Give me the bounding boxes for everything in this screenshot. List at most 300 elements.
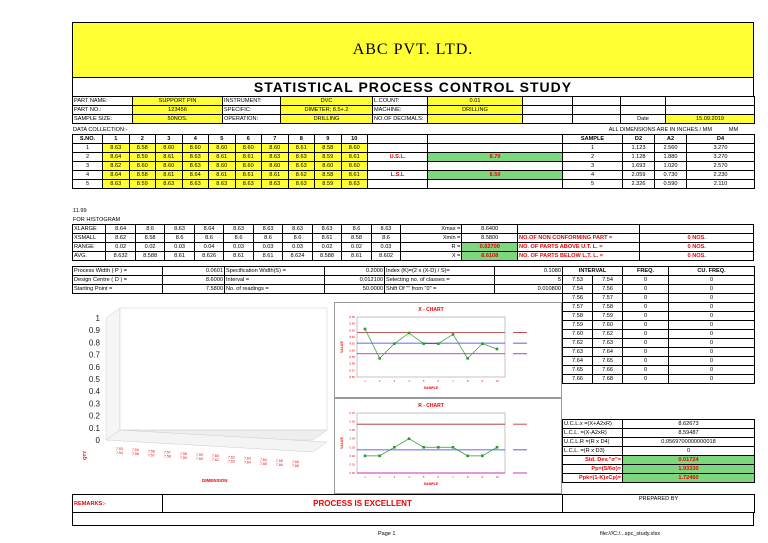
summary-label: RANGE: [73, 243, 106, 252]
sample-size[interactable]: 50NOS.: [133, 115, 223, 124]
y-tick-label: 0.04: [349, 436, 355, 441]
reading-cell[interactable]: 8.61: [209, 171, 236, 180]
stat-value: 8.6108: [462, 252, 518, 261]
table-row: [563, 474, 755, 483]
footer-file: file:///C:/...spc_study.xlsx: [600, 531, 661, 537]
table-row: [563, 438, 755, 447]
summary-cell: 8.6: [224, 234, 253, 243]
data-point: [452, 446, 455, 449]
freq-cell: 0: [669, 330, 755, 339]
data-point: [364, 328, 367, 331]
label: PART NO.:: [73, 106, 133, 115]
spacer: [368, 162, 428, 171]
remarks-text[interactable]: PROCESS IS EXCELLENT: [163, 495, 563, 513]
summary-cell: 0.03: [253, 243, 282, 252]
limit-label: U.C.L.R =(R x D4): [563, 438, 623, 447]
summary-cell: 8.6: [371, 234, 400, 243]
summary-cell: 0.03: [283, 243, 312, 252]
reading-cell[interactable]: 8.60: [209, 144, 236, 153]
param-label: No. of readings =: [225, 285, 325, 294]
summary-cell: 8.6: [283, 234, 312, 243]
summary-label: XSMALL: [73, 234, 106, 243]
reading-cell[interactable]: 8.63: [262, 180, 289, 189]
freq-cell: 7.66: [593, 366, 623, 375]
data-point: [408, 332, 411, 335]
summary-cell: 8.61: [224, 252, 253, 261]
reading-cell[interactable]: 8.61: [288, 144, 315, 153]
company-name: [72, 22, 754, 78]
lcount[interactable]: 0.01: [428, 97, 523, 106]
summary-cell: 0.02: [106, 243, 135, 252]
instrument[interactable]: DVC: [281, 97, 373, 106]
data-point: [481, 455, 484, 458]
histogram-back-wall: [120, 308, 327, 430]
table-row: [73, 153, 563, 162]
constant-cell: 2.110: [687, 180, 755, 189]
reading-cell[interactable]: 8.59: [315, 153, 342, 162]
reading-cell[interactable]: 8.61: [235, 153, 262, 162]
spacer: [428, 135, 563, 144]
constant-cell: 1.693: [623, 162, 655, 171]
x-axis-label: SAMPLE: [423, 386, 439, 390]
x-tick-label: 3: [393, 475, 396, 479]
freq-cell: 7.62: [593, 330, 623, 339]
reading-cell[interactable]: 8.60: [341, 144, 368, 153]
x-tick-label: 1: [364, 475, 366, 479]
summary-cell: 8.58: [342, 234, 371, 243]
y-axis-label: VALUE: [340, 437, 344, 449]
summary-cell: 8.626: [194, 252, 223, 261]
x-tick-label: 7: [452, 379, 454, 383]
param-label: Shift Of "" from "0" =: [385, 285, 495, 294]
reading-cell[interactable]: 8.61: [235, 171, 262, 180]
summary-cell: 8.62: [106, 234, 135, 243]
reading-cell[interactable]: 8.63: [288, 162, 315, 171]
column-header: 9: [315, 135, 342, 144]
summary-label: XLARGE: [73, 225, 106, 234]
summary-cell: 8.61: [312, 234, 341, 243]
constant-cell: 1.020: [655, 162, 687, 171]
reading-cell[interactable]: 8.60: [235, 162, 262, 171]
plot-area: [357, 413, 505, 473]
spacer: [368, 144, 428, 153]
stat-value: 8.5800: [462, 234, 518, 243]
param-label: Design Centre ( D ) =: [73, 276, 163, 285]
freq-cell: 0: [623, 348, 669, 357]
constant-cell: 2.059: [623, 171, 655, 180]
x-tick-label: 7.58: [180, 451, 187, 456]
table-row: [563, 153, 755, 162]
index-value: 1.72460: [623, 474, 755, 483]
freq-cell: 7.59: [593, 312, 623, 321]
y-tick-label: 0.03: [349, 445, 355, 450]
table-row: [563, 294, 755, 303]
table-row: [563, 429, 755, 438]
frequency-table: [562, 266, 755, 384]
reading-cell[interactable]: 8.63: [288, 180, 315, 189]
data-point: [364, 455, 367, 458]
reading-cell[interactable]: 8.60: [341, 162, 368, 171]
column-header: 5: [209, 135, 236, 144]
table-row: [563, 321, 755, 330]
reading-cell[interactable]: 8.63: [209, 180, 236, 189]
reading-cell[interactable]: 8.60: [235, 144, 262, 153]
misc-rows: [72, 206, 754, 224]
table-row: [73, 180, 563, 189]
table-row: [563, 456, 755, 465]
param-value: 50.0000: [325, 285, 385, 294]
operation[interactable]: DRILLING: [281, 115, 373, 124]
freq-cell: 0: [669, 321, 755, 330]
constant-cell: 1: [563, 144, 623, 153]
series-line: [365, 439, 497, 456]
summary-cell: 8.6: [253, 234, 282, 243]
table-row: [563, 348, 755, 357]
reading-cell[interactable]: 8.61: [341, 171, 368, 180]
column-header: CU. FREQ.: [669, 267, 755, 276]
table-row: [73, 252, 754, 261]
reading-cell[interactable]: 8.63: [288, 153, 315, 162]
constant-cell: 1.128: [623, 153, 655, 162]
stat-label: X =: [401, 252, 462, 261]
data-point: [378, 455, 381, 458]
reading-cell[interactable]: 8.63: [262, 153, 289, 162]
table-row: [563, 171, 755, 180]
x-tick-label: 8: [466, 379, 469, 383]
part-no[interactable]: 123456: [133, 106, 223, 115]
footer-page: Page 1: [378, 531, 396, 537]
freq-cell: 0: [623, 294, 669, 303]
reading-cell[interactable]: 8.60: [209, 162, 236, 171]
column-header: A2: [655, 135, 687, 144]
reading-cell[interactable]: 8.59: [129, 180, 156, 189]
x-tick-label: 9: [481, 475, 484, 479]
freq-cell: 7.53: [563, 276, 593, 285]
column-header: 7: [262, 135, 289, 144]
label: INSTRUMENT:: [223, 97, 281, 106]
freq-cell: 0: [669, 294, 755, 303]
constant-cell: 2.326: [623, 180, 655, 189]
constant-cell: 3: [563, 162, 623, 171]
x-chart: [334, 302, 562, 398]
freq-cell: 0: [669, 312, 755, 321]
date[interactable]: 15.09.2019: [666, 115, 755, 124]
summary-cell: 8.6: [342, 225, 371, 234]
constant-cell: 5: [563, 180, 623, 189]
column-header: SAMPLE: [563, 135, 623, 144]
summary-cell: 8.63: [165, 225, 194, 234]
summary-cell: 8.6: [194, 234, 223, 243]
table-row: [563, 303, 755, 312]
stat-value: 0.02700: [462, 243, 518, 252]
label: SPECIFIC:: [223, 106, 281, 115]
x-tick-label: 7: [452, 475, 454, 479]
chart-title: X - CHART: [418, 307, 444, 313]
x-tick-label: 9: [481, 379, 484, 383]
freq-cell: 7.56: [593, 285, 623, 294]
row-number: 3: [73, 162, 103, 171]
reading-cell[interactable]: 8.61: [156, 153, 183, 162]
freq-cell: 7.64: [563, 357, 593, 366]
table-row: [563, 375, 755, 384]
x-tick-label: 5: [422, 379, 425, 383]
decimals[interactable]: [428, 115, 523, 124]
constant-cell: 2: [563, 153, 623, 162]
x-axis-label: DIMENSION: [202, 478, 228, 483]
y-tick-label: 8.62: [349, 335, 355, 339]
limit-value: 0.0569700000000018: [623, 438, 755, 447]
reading-cell[interactable]: 8.60: [129, 162, 156, 171]
reading-cell[interactable]: 8.58: [315, 144, 342, 153]
x-tick-label: 1: [364, 379, 366, 383]
y-tick-label: 0.1: [88, 423, 100, 433]
reading-cell[interactable]: 8.63: [235, 180, 262, 189]
table-row: [563, 330, 755, 339]
freq-cell: 0: [623, 312, 669, 321]
x-tick-label: 7.66: [292, 460, 299, 465]
reading-cell[interactable]: 8.61: [262, 171, 289, 180]
table-row: [563, 162, 755, 171]
reading-cell[interactable]: 8.63: [156, 180, 183, 189]
table-row: [563, 465, 755, 474]
machine[interactable]: DRILLING: [428, 106, 523, 115]
constant-cell: 3.270: [687, 153, 755, 162]
table-row: [73, 276, 563, 285]
x-tick-label: 7.59: [196, 453, 203, 457]
label: L.COUNT:: [373, 97, 428, 106]
reading-cell[interactable]: 8.63: [182, 153, 209, 162]
data-point: [452, 333, 455, 336]
reading-cell[interactable]: 8.59: [315, 180, 342, 189]
param-value: 0.012100: [325, 276, 385, 285]
summary-cell: 0.02: [312, 243, 341, 252]
table-row: [73, 243, 754, 252]
column-header: 3: [156, 135, 183, 144]
reading-cell[interactable]: 8.63: [103, 180, 130, 189]
signature-area: [72, 512, 754, 526]
histogram-chart: [72, 302, 334, 494]
freq-cell: 7.68: [593, 375, 623, 384]
count-label: NO. OF PARTS ABOVE U.T. L. =: [518, 243, 640, 252]
reading-cell[interactable]: 8.61: [341, 153, 368, 162]
summary-cell: 8.63: [283, 225, 312, 234]
reading-cell[interactable]: 8.63: [182, 162, 209, 171]
param-value: 0.010800: [495, 285, 563, 294]
summary-cell: 8.63: [224, 225, 253, 234]
label: Date: [621, 115, 666, 124]
summary-label: AVG.: [73, 252, 106, 261]
data-collection-row: [72, 125, 754, 134]
param-label: Specification Width(S) =: [225, 267, 325, 276]
reading-cell[interactable]: 8.63: [103, 144, 130, 153]
reading-cell[interactable]: 8.64: [103, 153, 130, 162]
freq-cell: 7.60: [593, 321, 623, 330]
param-value: 8.6000: [163, 276, 225, 285]
remarks-label: REMARKS:-: [73, 495, 163, 513]
table-row: [563, 420, 755, 429]
freq-cell: 0: [669, 375, 755, 384]
index-label: Ppk=(1-K)xCp)=: [563, 474, 623, 483]
x-tick-label: 8: [466, 475, 469, 479]
column-header: D2: [623, 135, 655, 144]
x-tick-label: 6: [437, 379, 440, 383]
summary-cell: 8.61: [342, 252, 371, 261]
param-label: Index (K)=(2 x (X-D) / S)=: [385, 267, 495, 276]
param-value: 5: [495, 276, 563, 285]
reading-cell[interactable]: 8.61: [156, 171, 183, 180]
y-tick-label: 8.58: [349, 361, 355, 366]
y-tick-label: 8.64: [349, 321, 355, 326]
x-tick-label: 4: [408, 379, 410, 383]
reading-cell[interactable]: 8.64: [103, 171, 130, 180]
x-tick-label: 5: [422, 475, 425, 479]
reading-cell[interactable]: 8.59: [129, 153, 156, 162]
x-tick-label: 7.65: [276, 459, 283, 463]
constant-cell: 1.123: [623, 144, 655, 153]
summary-cell: 8.624: [283, 252, 312, 261]
lsl-value[interactable]: 8.50: [428, 171, 563, 180]
freq-cell: 0: [623, 366, 669, 375]
constant-cell: 2.560: [655, 144, 687, 153]
summary-table: [72, 224, 754, 261]
spacer: [428, 144, 563, 153]
misc-value: 11.99: [73, 207, 87, 214]
reading-cell[interactable]: 8.58: [129, 144, 156, 153]
reading-cell[interactable]: 8.58: [315, 171, 342, 180]
table-row: [73, 171, 563, 180]
row-number: 2: [73, 153, 103, 162]
reading-cell[interactable]: 8.60: [262, 162, 289, 171]
summary-cell: 8.63: [371, 225, 400, 234]
summary-cell: 0.02: [135, 243, 164, 252]
y-tick-label: 0.5: [88, 375, 100, 384]
freq-cell: 7.54: [593, 276, 623, 285]
y-tick-label: 1: [95, 314, 100, 323]
data-point: [496, 348, 499, 351]
freq-cell: 7.57: [593, 294, 623, 303]
reading-cell[interactable]: 8.60: [156, 144, 183, 153]
count-value: 0 NOS.: [640, 234, 754, 243]
y-tick-label: 0.8: [88, 338, 100, 348]
y-tick-label: 0.07: [349, 411, 355, 415]
y-tick-label: 0.06: [349, 419, 355, 424]
freq-cell: 0: [669, 339, 755, 348]
reading-cell[interactable]: 8.62: [103, 162, 130, 171]
page-title: STATISTICAL PROCESS CONTROL STUDY: [72, 78, 754, 96]
x-tick-label: 4: [408, 475, 410, 479]
freq-cell: 7.57: [563, 303, 593, 312]
spacer: [368, 135, 428, 144]
usl-value[interactable]: 8.70: [428, 153, 563, 162]
index-value: 1.93330: [623, 465, 755, 474]
column-header: D4: [687, 135, 755, 144]
table-row: [73, 285, 563, 294]
y-tick-label: 0.05: [349, 428, 355, 433]
y-axis-label: VALUE: [340, 341, 344, 353]
summary-cell: 8.61: [165, 252, 194, 261]
summary-cell: 8.58: [135, 234, 164, 243]
y-tick-label: 8.57: [349, 368, 355, 373]
reading-cell[interactable]: 8.60: [315, 162, 342, 171]
x-tick-label: 7.58: [164, 454, 171, 459]
param-label: Interval =: [225, 276, 325, 285]
label: DATA COLLECTION:-: [73, 126, 128, 133]
x-tick-label: 7.57: [164, 450, 171, 455]
reading-cell[interactable]: 8.61: [209, 153, 236, 162]
summary-cell: 0.03: [165, 243, 194, 252]
x-axis-label: SAMPLE: [423, 482, 439, 486]
stat-label: R =: [401, 243, 462, 252]
y-tick-label: 0.2: [88, 411, 100, 421]
specific[interactable]: DIMETER; 8.5+.2: [281, 106, 373, 115]
x-tick-label: 7.62: [228, 455, 235, 460]
table-row: [563, 180, 755, 189]
y-tick-label: 0.4: [88, 387, 100, 397]
freq-cell: 7.63: [593, 339, 623, 348]
spacer: [640, 225, 754, 234]
column-header: 10: [341, 135, 368, 144]
freq-cell: 7.66: [563, 375, 593, 384]
freq-cell: 7.58: [593, 303, 623, 312]
row-number: 5: [73, 180, 103, 189]
company-text: ABC PVT. LTD.: [352, 41, 474, 58]
x-tick-label: 2: [378, 379, 381, 383]
x-tick-label: 6: [437, 475, 440, 479]
limit-value: 0: [623, 447, 755, 456]
data-point: [422, 446, 425, 449]
column-header: 4: [182, 135, 209, 144]
freq-cell: 0: [623, 276, 669, 285]
y-tick-label: 8.65: [349, 315, 355, 319]
units-note: ALL DIMENSIONS ARE IN INCHES / MM: [608, 126, 712, 133]
part-name[interactable]: SUPPORT PIN: [133, 97, 223, 106]
remarks-row: [72, 494, 755, 513]
label: MACHINE:: [373, 106, 428, 115]
freq-cell: 0: [669, 276, 755, 285]
chart-title: R - CHART: [418, 403, 444, 409]
summary-cell: 8.64: [194, 225, 223, 234]
freq-cell: 7.56: [563, 294, 593, 303]
params-table: [72, 266, 563, 294]
usl-label: U.S.L.: [368, 153, 428, 162]
reading-cell[interactable]: 8.58: [129, 171, 156, 180]
count-value: 0 NOS.: [640, 243, 754, 252]
freq-cell: 0: [623, 321, 669, 330]
summary-cell: 8.61: [253, 252, 282, 261]
table-row: [73, 234, 754, 243]
column-header: FREQ.: [623, 267, 669, 276]
data-point: [437, 342, 440, 345]
reading-cell[interactable]: 8.62: [288, 171, 315, 180]
constant-cell: 2.570: [687, 162, 755, 171]
reading-cell[interactable]: 8.60: [156, 162, 183, 171]
x-tick-label: 3: [393, 379, 396, 383]
table-row: [563, 366, 755, 375]
y-tick-label: 0.3: [88, 399, 100, 409]
limit-value: 8.59487: [623, 429, 755, 438]
freq-cell: 0: [623, 285, 669, 294]
reading-cell[interactable]: 8.64: [182, 171, 209, 180]
y-tick-label: 0.6: [88, 362, 100, 372]
freq-cell: 7.58: [563, 312, 593, 321]
reading-cell[interactable]: 8.60: [182, 144, 209, 153]
histogram-side-wall: [106, 308, 120, 440]
reading-cell[interactable]: 8.63: [182, 180, 209, 189]
summary-cell: 8.588: [135, 252, 164, 261]
x-tick-label: 7.56: [132, 452, 139, 457]
reading-cell[interactable]: 8.63: [341, 180, 368, 189]
reading-cell[interactable]: 8.60: [262, 144, 289, 153]
